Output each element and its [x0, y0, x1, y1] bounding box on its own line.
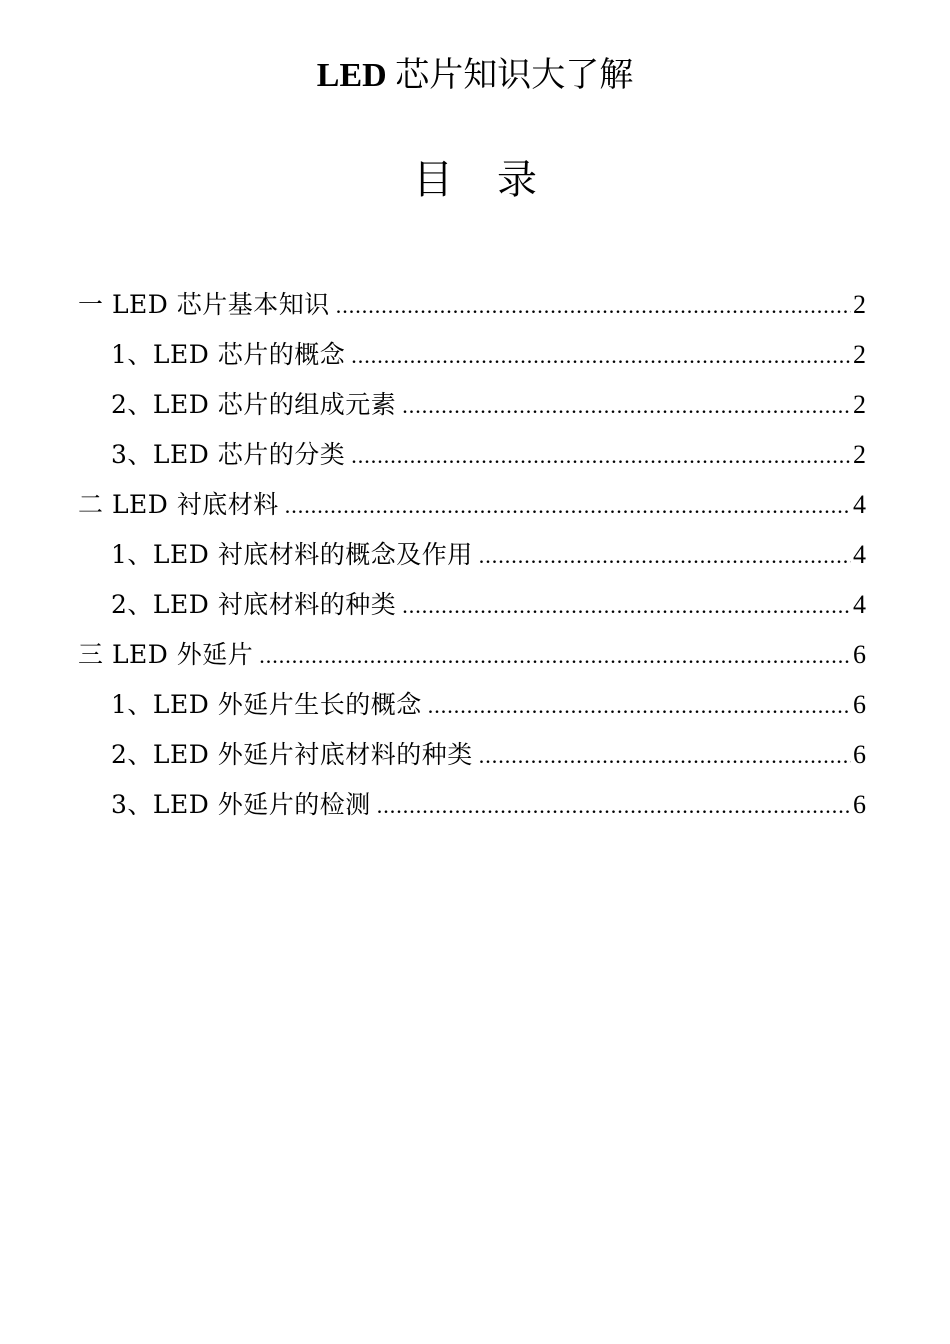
toc-dot-leader — [336, 281, 851, 331]
document-title — [0, 52, 950, 100]
toc-entry[interactable] — [78, 680, 866, 730]
toc-entry[interactable] — [78, 780, 866, 830]
toc-entry-page: 2 — [853, 390, 866, 419]
toc-heading-char-1: 目 — [413, 157, 453, 203]
table-of-contents — [78, 280, 866, 830]
toc-dot-leader — [402, 381, 851, 431]
toc-entry-label: 1、LED 衬底材料的概念及作用 — [111, 540, 473, 569]
toc-entry-page: 2 — [853, 440, 866, 469]
toc-entry-label: 二 LED 衬底材料 — [78, 490, 279, 519]
document-title-text: 芯片知识大了解 — [395, 57, 634, 94]
toc-dot-leader — [351, 431, 851, 481]
toc-entry[interactable] — [78, 580, 866, 630]
toc-entry-label: 3、LED 外延片的检测 — [111, 790, 371, 819]
toc-entry-label: 2、LED 外延片衬底材料的种类 — [111, 740, 473, 769]
toc-entry[interactable] — [78, 630, 866, 680]
toc-entry[interactable] — [78, 730, 866, 780]
toc-entry-label: 3、LED 芯片的分类 — [111, 440, 346, 469]
toc-entry-page: 4 — [853, 490, 866, 519]
toc-entry-page: 6 — [853, 640, 866, 669]
toc-entry-label: 三 LED 外延片 — [78, 640, 254, 669]
toc-dot-leader — [351, 331, 851, 381]
toc-dot-leader — [402, 581, 851, 631]
toc-entry-page: 6 — [853, 740, 866, 769]
toc-heading-char-2: 录 — [497, 157, 537, 203]
toc-entry[interactable] — [78, 430, 866, 480]
toc-entry-page: 6 — [853, 790, 866, 819]
toc-dot-leader — [377, 781, 851, 831]
toc-dot-leader — [285, 481, 851, 531]
toc-entry-page: 4 — [853, 590, 866, 619]
toc-entry[interactable] — [78, 480, 866, 530]
toc-entry[interactable] — [78, 280, 866, 330]
toc-entry-label: 2、LED 衬底材料的种类 — [111, 590, 397, 619]
toc-entry[interactable] — [78, 380, 866, 430]
toc-entry-page: 2 — [853, 340, 866, 369]
toc-dot-leader — [479, 731, 851, 781]
toc-entry-page: 6 — [853, 690, 866, 719]
toc-entry-label: 1、LED 芯片的概念 — [111, 340, 346, 369]
toc-entry[interactable] — [78, 330, 866, 380]
toc-dot-leader — [259, 631, 851, 681]
toc-dot-leader — [479, 531, 851, 581]
toc-entry-label: 2、LED 芯片的组成元素 — [111, 390, 397, 419]
toc-heading — [0, 152, 950, 208]
document-title-brand: LED — [316, 57, 387, 94]
toc-entry-label: 1、LED 外延片生长的概念 — [111, 690, 422, 719]
toc-entry-page: 2 — [853, 290, 866, 319]
toc-entry-page: 4 — [853, 540, 866, 569]
toc-dot-leader — [428, 681, 851, 731]
toc-entry[interactable] — [78, 530, 866, 580]
toc-entry-label: 一 LED 芯片基本知识 — [78, 290, 330, 319]
